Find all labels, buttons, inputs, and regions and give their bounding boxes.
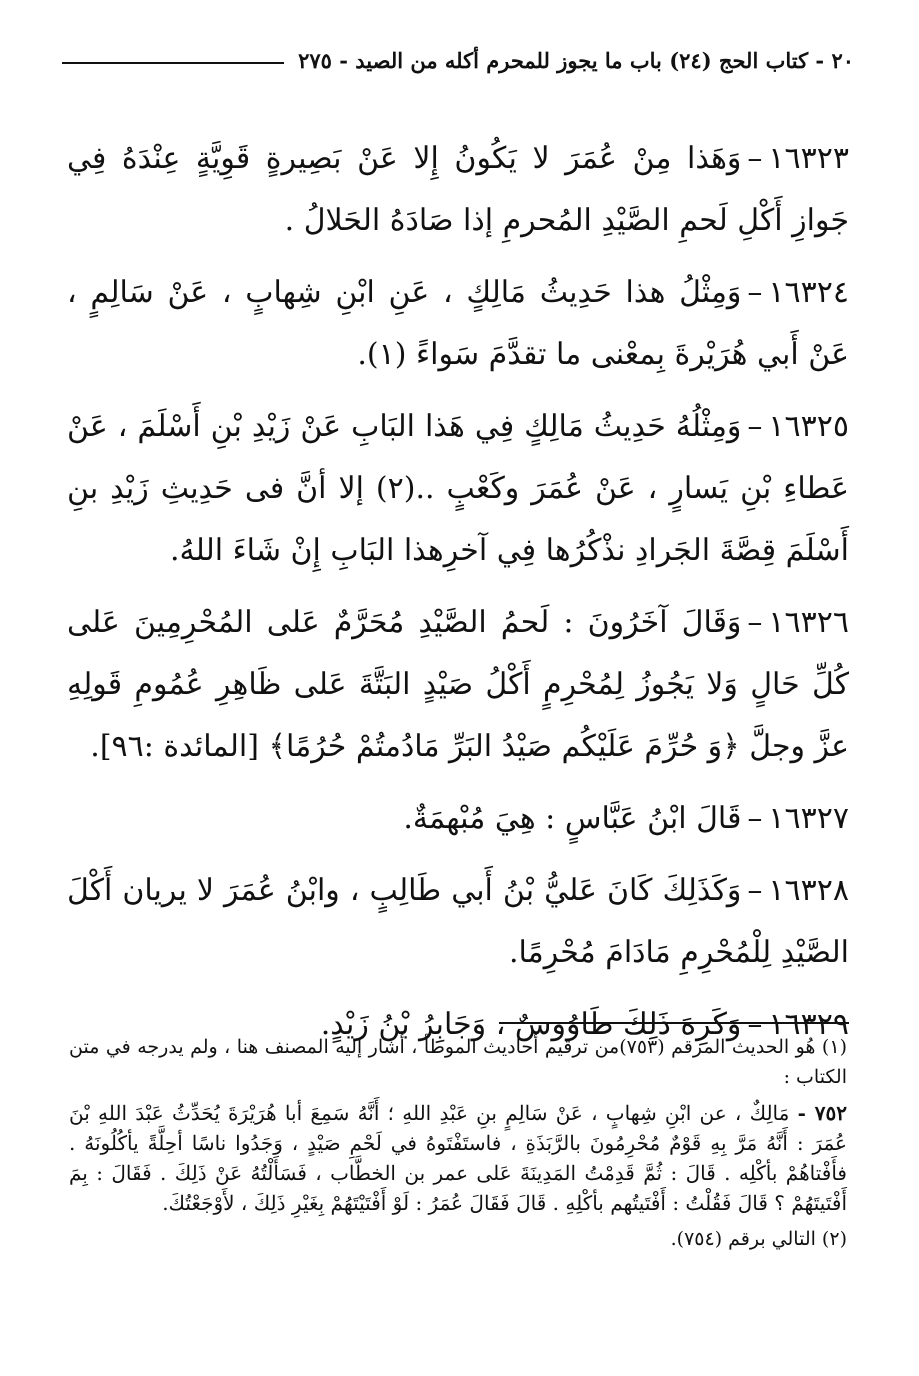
hadith-text: مَالِكٌ ، عن ابْنِ شِهابٍ ، عَنْ سَالِمٍ بنِ عَبْدِ اللهِ ؛ أَنَّهُ سَمِعَ أبا هُرَيْرَةَ يُحَدِّثُ عَبْدَ اللهِ بْنَ عُمَرَ : أَنَّهُ مَرَّ بِهِ قَوْمٌ مُحْرِمُونَ بالرَّبَذَةِ ، فاستَفْتَوهُ في لَحْمِ صَيْدٍ ، وَجَدُوا ناسًا أحِلَّةً يأكُلُونَهُ . فأَفْتاهُمْ بأكْلِه . قَالَ : ثُمَّ قَدِمْتُ المَدِينَةَ عَلى عمر بن الخطَّاب ، فَسَأَلْتُهُ عَنْ ذَلِكَ . فَقَالَ : بِمَ أَفْتَيتَهُمْ ؟ قَالَ فَقُلْتُ : أَفْتَيتُهم بأكْلِهِ . قَالَ فَقَالَ عُمَرُ : لَوْ أَفْتَيْتَهُمْ بِغَيْرِ ذَلِكَ ، لأَوْجَعْتُكَ. bbox=[69, 1101, 847, 1215]
paragraph-number: ١٦٣٢٤ bbox=[768, 275, 849, 310]
running-header bbox=[62, 48, 854, 73]
paragraph-number: ١٦٣٢٨ bbox=[768, 873, 849, 908]
hadith-number: ٧٥٢ - bbox=[797, 1101, 848, 1125]
paragraph-number: ١٦٣٢٣ bbox=[768, 141, 849, 176]
dash: – bbox=[747, 1007, 763, 1042]
footnote-rule bbox=[499, 1022, 849, 1024]
dash: – bbox=[747, 141, 763, 176]
paragraph-16326 bbox=[67, 592, 849, 778]
paragraph-number: ١٦٣٢٧ bbox=[768, 801, 849, 836]
paragraph-text: قَالَ ابْنُ عَبَّاسٍ : هِيَ مُبْهمَةٌ. bbox=[403, 801, 742, 836]
paragraph-16325 bbox=[67, 396, 849, 582]
dash: – bbox=[747, 605, 763, 640]
header-rule bbox=[62, 62, 284, 64]
dash: – bbox=[747, 801, 763, 836]
paragraph-16323 bbox=[67, 128, 849, 252]
dash: – bbox=[747, 873, 763, 908]
paragraph-text: وَهَذا مِنْ عُمَرَ لا يَكُونُ إِلا عَنْ بَصِيرةٍ قَوِيَّةٍ عِنْدَهُ فِي جَوازِ أَكْلِ لَحمِ الصَّيْدِ المُحرمِ إذا صَادَهُ الحَلالُ . bbox=[67, 141, 849, 238]
footnote-hadith bbox=[69, 1098, 847, 1218]
paragraph-16328 bbox=[67, 860, 849, 984]
footnote-1: (١) هُو الحديث المرقم (٧٥٣)من ترقيم أحاديث الموطأ ، أشار إليه المصنف هنا ، ولم يدرجه في متن الكتاب : bbox=[69, 1036, 847, 1088]
footnotes bbox=[69, 1032, 847, 1260]
dash: – bbox=[747, 275, 763, 310]
paragraph-text: وَكَرِهَ ذَلِكَ طَاوُوسٌ ، وَجَابِرُ بْنُ زَيْدٍ. bbox=[320, 1007, 742, 1042]
paragraph-number: ١٦٣٢٥ bbox=[768, 409, 849, 444]
paragraph-number: ١٦٣٢٩ bbox=[768, 1007, 849, 1042]
paragraph-text: وَمِثْلُهُ حَدِيثُ مَالِكٍ فِي هَذا البَابِ عَنْ زَيْدِ بْنِ أَسْلَمَ ، عَنْ عَطاءِ بْنِ يَسارٍ ، عَنْ عُمَرَ وكَعْبٍ ..(٢) إلا أنَّ فى حَدِيثِ زَيْدِ بنِ أَسْلَمَ قِصَّةَ الجَرادِ نذْكُرُها فِي آخرِهذا البَابِ إِنْ شَاءَ اللهُ. bbox=[67, 409, 849, 568]
paragraph-text: وَمِثْلُ هذا حَدِيثُ مَالِكٍ ، عَنِ ابْنِ شِهابٍ ، عَنْ سَالِمٍ ، عَنْ أَبي هُرَيْرةَ بِمعْنى ما تقدَّمَ سَواءً (١). bbox=[67, 275, 849, 372]
main-text bbox=[67, 128, 849, 1066]
header-text: ٢٠ - كتاب الحج (٢٤) باب ما يجوز للمحرم أكله من الصيد - ٢٧٥ bbox=[298, 48, 854, 73]
paragraph-16327 bbox=[67, 788, 849, 850]
paragraph-16324 bbox=[67, 262, 849, 386]
footnote-2: (٢) التالي برقم (٧٥٤). bbox=[670, 1228, 847, 1250]
paragraph-number: ١٦٣٢٦ bbox=[768, 605, 849, 640]
paragraph-text: وَكَذَلِكَ كَانَ عَليُّ بْنُ أَبي طَالِبٍ ، وابْنُ عُمَرَ لا يريان أَكْلَ الصَّيْدِ لِلْمُحْرِمِ مَادَامَ مُحْرِمًا. bbox=[67, 873, 849, 970]
paragraph-text: وَقَالَ آخَرُونَ : لَحمُ الصَّيْدِ مُحَرَّمٌ عَلى المُحْرِمِينَ عَلى كُلِّ حَالٍ وَلا يَجُوزُ لِمُحْرِمٍ أَكْلُ صَيْدٍ البَتَّةَ عَلى ظَاهِرِ عُمُومِ قَولِهِ عزَّ وجلَّ ﴿وَ حُرِّمَ عَلَيْكُم صَيْدُ البَرِّ مَادُمتُمْ حُرُمًا﴾ [المائدة :٩٦]. bbox=[67, 605, 849, 764]
dash: – bbox=[747, 409, 763, 444]
